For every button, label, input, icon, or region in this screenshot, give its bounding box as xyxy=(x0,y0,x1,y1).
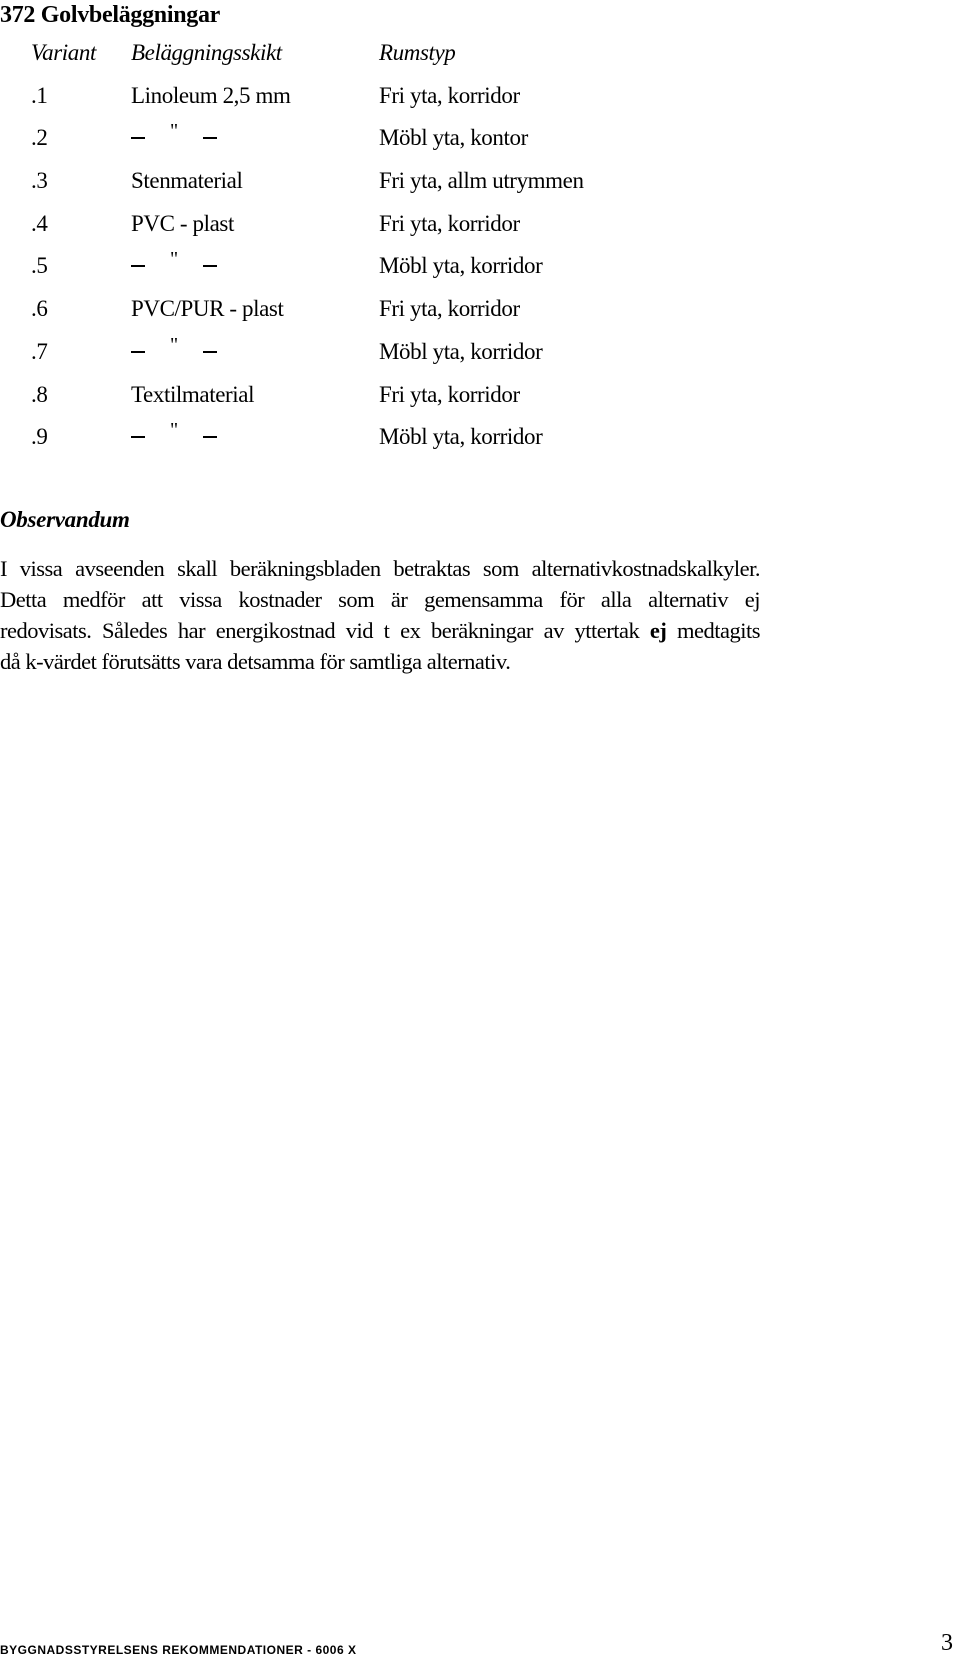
cell-room: Fri yta, korridor xyxy=(379,210,520,236)
header-room: Rumstyp xyxy=(379,40,456,65)
footer-text: BYGGNADSSTYRELSENS REKOMMENDATIONER - 6006 X xyxy=(0,1643,357,1657)
table-row xyxy=(0,333,960,382)
cell-room: Fri yta, korridor xyxy=(379,381,520,407)
ditto-dash-right xyxy=(203,137,217,139)
cell-variant: .3 xyxy=(31,168,48,194)
cell-variant: .5 xyxy=(31,253,48,279)
header-layer: Beläggningsskikt xyxy=(131,40,282,65)
ditto-mark xyxy=(131,419,219,444)
table-row xyxy=(0,83,960,126)
table-row xyxy=(0,296,960,339)
ditto-dash-right xyxy=(203,436,217,438)
table-row xyxy=(0,120,960,168)
table-body xyxy=(0,83,960,467)
cell-layer-ditto xyxy=(131,120,219,151)
cell-layer-ditto xyxy=(131,419,219,450)
cell-room: Möbl yta, korridor xyxy=(379,424,543,450)
observandum-body xyxy=(0,553,760,677)
observandum-line-3 xyxy=(0,615,760,646)
cell-variant: .6 xyxy=(31,296,48,322)
ditto-quote: " xyxy=(170,333,178,356)
cell-room: Fri yta, korridor xyxy=(379,296,520,322)
ditto-dash-left xyxy=(131,436,145,438)
page-number: 3 xyxy=(941,1630,953,1656)
ditto-quote: " xyxy=(170,419,178,442)
observandum-heading: Observandum xyxy=(0,507,130,532)
observandum-line-3-end: medtagits xyxy=(666,618,761,643)
observandum-line-4: då k-värdet förutsätts vara detsamma för samtliga alternativ. xyxy=(0,649,511,674)
header-variant: Variant xyxy=(31,40,96,65)
cell-layer: PVC - plast xyxy=(131,210,234,236)
cell-layer: PVC/PUR - plast xyxy=(131,296,284,322)
ditto-mark xyxy=(131,248,219,273)
ditto-quote: " xyxy=(170,248,178,271)
ditto-mark xyxy=(131,120,219,145)
floor-covering-table xyxy=(0,40,960,467)
cell-layer-ditto xyxy=(131,333,219,365)
table-row xyxy=(0,168,960,211)
table-row xyxy=(0,419,960,467)
table-row xyxy=(0,248,960,296)
cell-room: Fri yta, korridor xyxy=(379,82,520,108)
cell-room: Möbl yta, kontor xyxy=(379,125,528,151)
cell-layer: Stenmaterial xyxy=(131,168,243,194)
observandum-line-2: Detta medför att vissa kostnader som är gemensamma för alla alternativ ej xyxy=(0,587,760,612)
ditto-dash-left xyxy=(131,137,145,139)
observandum-line-1: I vissa avseenden skall beräkningsbladen betraktas som alternativkostnadskalkyler. xyxy=(0,556,760,581)
cell-layer-ditto xyxy=(131,248,219,279)
cell-variant: .8 xyxy=(31,381,48,407)
cell-room: Möbl yta, korridor xyxy=(379,253,543,279)
ditto-dash-right xyxy=(203,351,217,353)
cell-variant: .4 xyxy=(31,210,48,236)
page-title: 372 Golvbeläggningar xyxy=(0,2,221,28)
cell-variant: .1 xyxy=(31,82,48,108)
cell-room: Fri yta, allm utrymmen xyxy=(379,168,584,194)
ditto-quote: " xyxy=(170,120,178,143)
table-header-row xyxy=(0,40,960,83)
cell-variant: .9 xyxy=(31,424,48,450)
cell-variant: .7 xyxy=(31,338,48,364)
cell-variant: .2 xyxy=(31,125,48,151)
cell-room: Möbl yta, korridor xyxy=(379,338,543,364)
ditto-dash-left xyxy=(131,265,145,267)
cell-layer: Textilmaterial xyxy=(131,381,255,407)
ditto-mark xyxy=(131,333,219,359)
observandum-emphasis: ej xyxy=(649,618,667,643)
ditto-dash-right xyxy=(203,265,217,267)
ditto-dash-left xyxy=(131,351,145,353)
cell-layer: Linoleum 2,5 mm xyxy=(131,82,291,108)
table-row xyxy=(0,382,960,425)
table-row xyxy=(0,211,960,254)
observandum-line-3-start: redovisats. Således har energikostnad vid t ex beräkningar av yttertak xyxy=(0,618,650,643)
